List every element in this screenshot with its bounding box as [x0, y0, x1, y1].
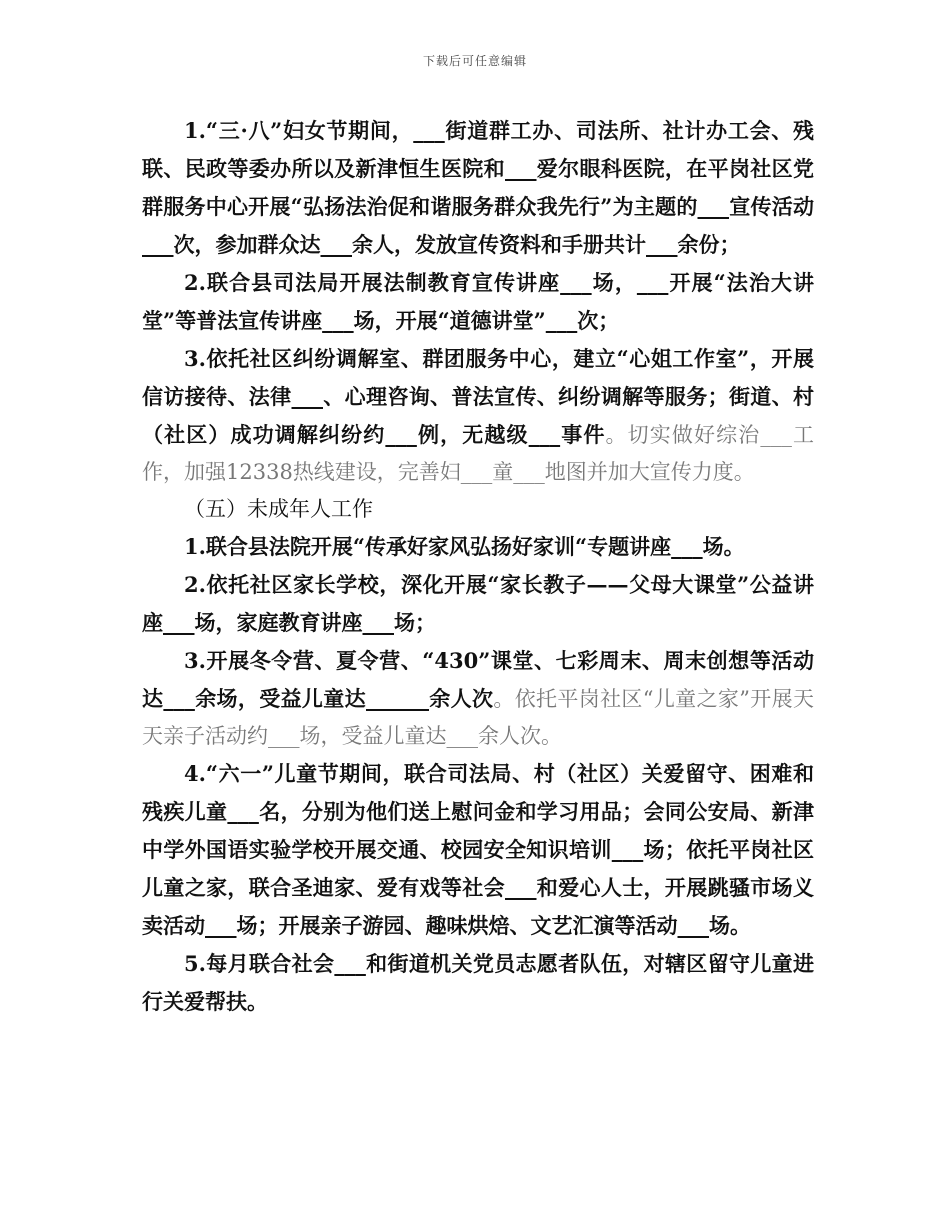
paragraph-text-light: 。依托平岗社区“儿童之家”开展天天亲子活动约___场，受益儿童达___余人次。 — [142, 687, 814, 748]
paragraph-court-lecture — [142, 528, 814, 566]
paragraph-text: 2.依托社区家长学校，深化开展“家长教子——父母大课堂”公益讲座___场，家庭教育讲座___场； — [142, 572, 814, 635]
paragraph-childrens-day — [142, 755, 814, 945]
paragraph-text: 5.每月联合社会___和街道机关党员志愿者队伍，对辖区留守儿童进行关爱帮扶。 — [142, 951, 814, 1014]
paragraph-text: 1.“三·八”妇女节期间，___街道群工办、司法所、社计办工会、残联、民政等委办所以及新津恒生医院和___爱尔眼科医院，在平岗社区党群服务中心开展“弘扬法治促和谐服务群众我先行”为主题的___宣传活动___次，参加群众达___余人，发放宣传资料和手册共计___余份； — [142, 118, 814, 257]
paragraph-text: 2.联合县司法局开展法制教育宣传讲座___场，___开展“法治大讲堂”等普法宣传讲座___场，开展“道德讲堂”___次； — [142, 270, 814, 333]
paragraph-legal-lectures — [142, 264, 814, 340]
paragraph-volunteers — [142, 945, 814, 1021]
paragraph-text: 3.依托社区纠纷调解室、群团服务中心，建立“心姐工作室”，开展信访接待、法律___、心理咨询、普法宣传、纠纷调解等服务；街道、村（社区）成功调解纠纷约___例，无越级___事件 — [142, 346, 814, 447]
paragraph-mediation — [142, 340, 814, 491]
paragraph-women-day — [142, 112, 814, 264]
paragraph-parent-school — [142, 566, 814, 642]
page-header: 下载后可任意编辑 — [422, 54, 527, 68]
paragraph-text: 3.开展冬令营、夏令营、“430”课堂、七彩周末、周末创想等活动达___余场，受益儿童达______余人次 — [142, 648, 814, 711]
document-body — [142, 112, 814, 1021]
paragraph-camps — [142, 642, 814, 755]
paragraph-text: 1.联合县法院开展“传承好家风弘扬好家训“专题讲座___场。 — [184, 534, 745, 559]
paragraph-text: 4.“六一”儿童节期间，联合司法局、村（社区）关爱留守、困难和残疾儿童___名，分别为他们送上慰问金和学习用品；会同公安局、新津中学外国语实验学校开展交通、校园安全知识培训___场；依托平岗社区儿童之家，联合圣迪家、爱有戏等社会___和爱心人士，开展跳骚市场义卖活动___场；开展亲子游园、趣味烘焙、文艺汇演等活动___场。 — [142, 761, 814, 938]
section-heading-minors: （五）未成年人工作 — [184, 497, 373, 521]
paragraph-text-light: 。切实做好综治___工作，加强12338热线建设，完善妇___童___地图并加大宣传力度。 — [142, 423, 814, 484]
